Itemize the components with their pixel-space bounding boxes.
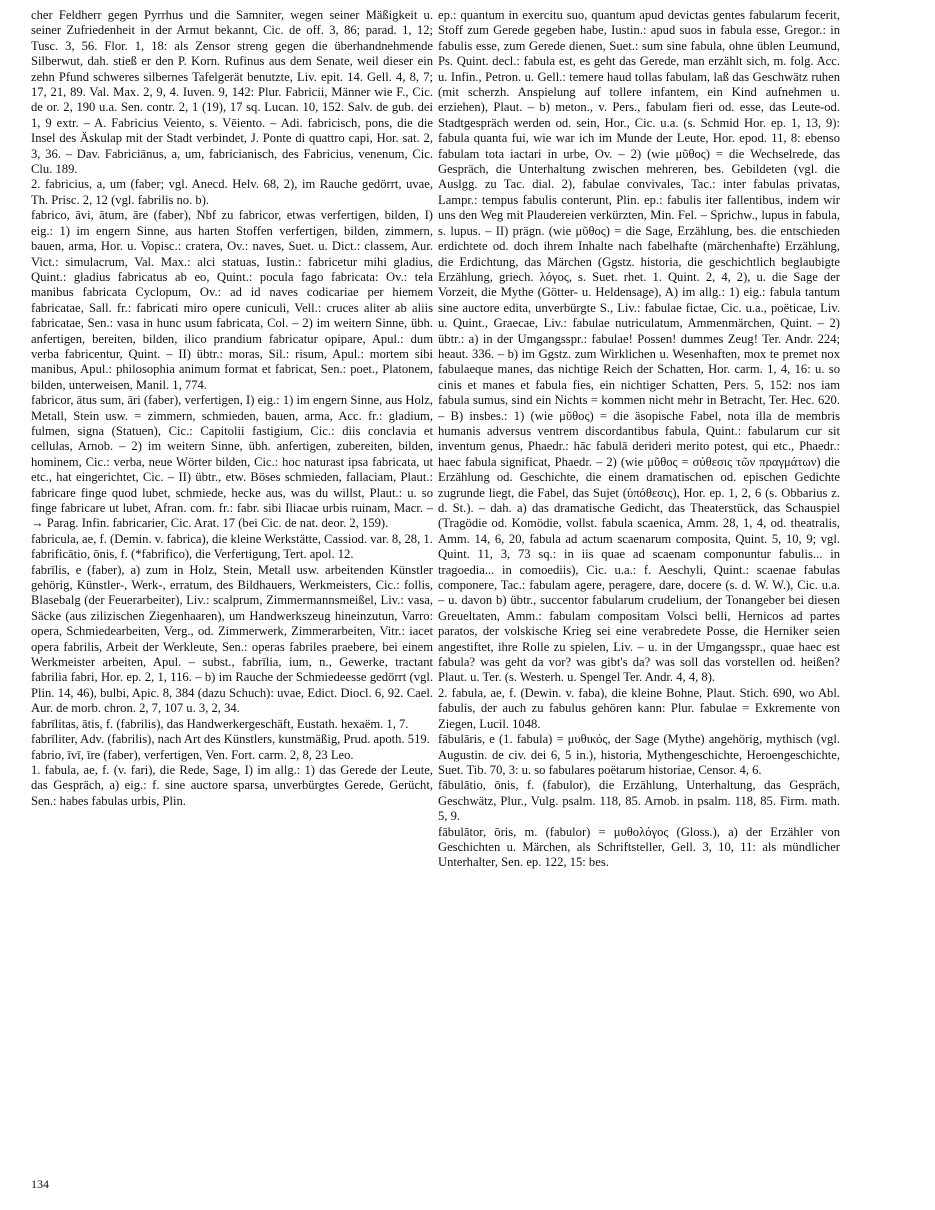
entry-fabrilitas: fabrīlitas, ātis, f. (fabrilis), das Handwerkergeschäft, Eustath. hexaëm. 1, 7. [31,716,409,731]
entry-fabulator: fābulātor, ōris, m. (fabulor) = μυθολόγος (Gloss.), a) der Erzähler von Geschichten u. Märchen, als Schriftsteller, Gell. 3, 10, 11: als mündlicher Unterhalter, Sen. ep. 122, 15: bes. [438,824,840,870]
entry-fabriliter: fabrīliter, Adv. (fabrilis), nach Art des Künstlers, kunstmäßig, Prud. apoth. 519. [31,732,430,747]
entry-1-fabula: 1. fabula, ae, f. (v. fari), die Rede, Sage, I) im allg.: 1) das Gerede der Leute, das Gespräch, a) eig.: f. sine auctore sparsa, unverbürgtes Gerede, Gerücht, Sen.: habes fabulas urbis, Plin. [31,762,433,808]
entry-fabrico: fabrico, āvi, ātum, āre (faber), Nbf zu fabricor, etwas verfertigen, bilden, I) eig.: 1) im engern Sinne, aus harten Stoffen verfertigen, bilden, zimmern, bauen, arma, Hor. u. Vopisc.: cratera, Ov.: naves, Suet. u. Dict.: classem, Aur. Vict.: simulacrum, Val. Max.: alci statuas, Iustin.: fabricetur mihi gladius, Quint.: gladius fabricatus ab eo, Quint.: pocula fago fabricata: Ov.: tela manibus fabricata Cyclopum, Ov.: ad id naves codicariae per hiemem fabricatae, Sall. fr.: fabricati miro opere cuniculi, Vell.: cruces aliter ab aliis fabricatae, Sen.: vasa in hunc usum fabricata, Col. – 2) im weitern Sinne, übh. anfertigen, bereiten, bilden, ilico prandium fabricatur opipare, Apul.: dum verba fabricentur, Quint. – II) übtr.: moras, Sil.: risum, Apul.: mortem sibi manibus, Apul.: philosophia animum format et fabricat, Sen.: poet., Platonem, bilden, unterweisen, Manil. 1, 774. [31,208,433,392]
entry-fabulatio: fābulātio, ōnis, f. (fabulor), die Erzählung, Unterhaltung, das Gespräch, Geschwätz, Plur., Vulg. psalm. 118, 85. Arnob. in psalm. 118, 85. Firm. math. 5, 9. [438,778,840,824]
entry-fabularis: fābulāris, e (1. fabula) = μυθικός, der Sage (Mythe) angehörig, mythisch (vgl. Augustin. de civ. dei 6, 5 in.), historia, Mythengeschichte, Heroengeschichte, Suet. Tib. 70, 3: u. so fabulares poëtarum historiae, Censor. 4, 6. [438,732,840,777]
entry-2-fabricius: 2. fabricius, a, um (faber; vgl. Anecd. Helv. 68, 2), im Rauche gedörrt, uvae, Th. Prisc. 2, 12 (vgl. fabrilis no. b). [31,177,433,207]
right-column [438,8,840,1178]
entry-fabricor: fabricor, ātus sum, āri (faber), verfertigen, I) eig.: 1) im engern Sinne, aus Holz, Metall, Stein usw. = zimmern, schmieden, bauen, arma, Acc. fr.: gladium, fulmen, signa (Statuen), Cic.: Capitolii fastigium, Cic.: diis conclavia et cellulas, Arnob. – 2) im weitern Sinne, übh. anfertigen, zubereiten, bilden, hominem, Cic.: verba, neue Wörter bilden, Cic.: hoc naturast ipsa fabricata, ut etc., hat eingerichtet, Cic. – II) übtr., etw. Böses schmieden, fallaciam, Plaut.: fabricare finge quod lubet, schmiede, hecke aus, was du willst, Plaut.: u. so finge fabricare ut lubet, Afran. com. fr.: fabr. sibi Iliacae urbis ruinam, Macr. – → Parag. Infin. fabricarier, Cic. Arat. 17 (bei Cic. de nat. deor. 2, 159). [31,393,433,531]
page-number: 134 [31,1177,49,1191]
entry-fabricius-cont: cher Feldherr gegen Pyrrhus und die Samniter, wegen seiner Mäßigkeit u. seiner Zufriedenheit in der Armut bekannt, Cic. de off. 3, 86; parad. 1, 12; Tusc. 3, 56. Flor. 1, 18: als Zensor streng gegen die überhandnehmende Silberwut, dah. stieß er den P. Korn. Rufinus aus dem Senate, weil dieser ein zehn Pfund schweres silbernes Tafelgerät benutzte, Liv. epit. 14. Gell. 4, 8, 7; 17, 21, 89. Val. Max. 2, 9, 4. Iuven. 9, 142: Plur. Fabricii, Männer wie F., Cic. de or. 2, 190 u.a. Sen. contr. 2, 1 (19), 17 sq. Lucan. 10, 152. Salv. de gub. dei 1, 9 extr. – A. Fabricius Veiento, s. Vēiento. – Adi. fabricisch, pons, die die Insel des Äskulap mit der Stadt verbindet, J. Ponte di quattro capi, Hor. sat. 2, 3, 36. – Dav. Fabriciānus, a, um, fabricianisch, des Fabricius, venenum, Cic. Clu. 189. [31,8,433,177]
entry-fabrilis: fabrīlis, e (faber), a) zum in Holz, Stein, Metall usw. arbeitenden Künstler gehörig, Künstler-, Werk-, erratum, des Bildhauers, Werkmeisters, Cic.: follis, Blasebalg (der Feuerarbeiter), Liv.: scalprum, Zimmermannsmeißel, Liv.: vasa, Säcke (aus zilizischen Ziegenhaaren), um Handwerkszeug hineinzutun, Varro: opera, Schmiedearbeiten, Verg., od. Zimmerwerk, Zimmerarbeiten, Vitr.: iacet opera fabrilis, Arbeit der Werkleute, Sen.: operas fabriles praebere, bei einem Werkmeister arbeiten, Apul. – subst., fabrīlia, ium, n., Gewerke, tractant fabrilia fabri, Hor. ep. 2, 1, 116. – b) im Rauche der Schmiedeesse gedörrt (vgl. Plin. 14, 46), bulbi, Apic. 8, 384 (dazu Schuch): uvae, Edict. Diocl. 6, 92. Cael. Aur. de morb. chron. 2, 7, 107 u. 3, 2, 34. [31,562,433,716]
entry-2-fabula: 2. fabula, ae, f. (Dewin. v. faba), die kleine Bohne, Plaut. Stich. 690, wo Abl. fabulis, der auch zu fabulus gehören kann: Plur. fabulae = Exkremente von Ziegen, Lucil. 1048. [438,685,840,731]
left-column [31,8,433,1178]
entry-fabrificatio: fabrificātio, ōnis, f. (*fabrifico), die Verfertigung, Tert. apol. 12. [31,547,354,562]
entry-fabricula: fabricula, ae, f. (Demin. v. fabrica), die kleine Werkstätte, Cassiod. var. 8, 28, 1. [31,531,433,546]
entry-1-fabula-cont: ep.: quantum in exercitu suo, quantum apud devictas gentes fabularum fecerit, Stoff zum Gerede gegeben habe, Iustin.: apud suos in fabula esse, Gregor.: in fabulis esse, zum Gerede dienen, Suet.: sum sine fabula, ohne üblen Leumund, Ps. Quint. decl.: fabula est, es geht das Gerede, man erzählt sich, m. folg. Acc. u. Infin., Petron. u. Gell.: temere haud tollas fabulam, laß das Geschwätz ruhen (mit scherzh. Anspielung auf tollere infantem, ein Kind aufnehmen u. erziehen), Plaut. – b) meton., v. Pers., fabulam fieri od. esse, das Leute-od. Stadtgespräch werden od. sein, Hor., Cic. u.a. (s. Schmid Hor. ep. 1, 13, 9): fabula quanta fui, wie war ich im Munde der Leute, Hor. epod. 11, 8: ebenso fabulam tota iactari in urbe, Ov. – 2) (wie μῦθος) = die Wechselrede, das Gespräch, die Unterhaltung zwischen mehreren, bes. Gebildeten (vgl. die Auslgg. zu Tac. dial. 2), fabulae convivales, Tac.: inter fabulas privatas, Lampr.: tempus fabulis conterunt, Plin. ep.: fabulis iter fallentibus, indem wir uns den Weg mit Plaudereien verkürzten, Min. Fel. – Sprichw., lupus in fabula, s. lupus. – II) prägn. (wie μῦθος) = die Sage, Erzählung, bes. die entschieden erdichtete od. doch ihrem Inhalte nach fabelhafte (märchenhafte) Erzählung, die Erdichtung, das Märchen (Ggstz. historia, die geschichtlich beglaubigte Erzählung, griech. λόγος, s. Suet. rhet. 1. Quint. 2, 4, 2), u. die Sage der Vorzeit, die Mythe (Götter- u. Heldensage), A) im allg.: 1) eig.: fabula tantum sine auctore edita, unverbürgte S., Liv.: fabulae fictae, Cic. u.a., poëticae, Liv. u. Quint., Graecae, Liv.: fabulae nutriculatum, Ammenmärchen, Quint. – 2) übtr.: a) in der Umgangsspr.: fabulae! Possen! dummes Zeug! Ter. Andr. 224; heaut. 336. – b) im Ggstz. zum Wirklichen u. Wesenhaften, mox te premet nox fabulaeque manes, das nichtige Reich der Schatten, Hor. carm. 1, 4, 16: u. so cinis et manes et fabula fies, ein nichtiger Schatten, Pers. 5, 152: nos iam fabula sumus, sind ein Nichts = kommen nicht mehr in Betracht, Ter. Hec. 620. – B) insbes.: 1) (wie μῦθος) = die äsopische Fabel, nota illa de membris humanis adversus ventrem discordantibus fabula, Quint.: fabularum cur sit inventum genus, Phaedr.: hāc fabulā derideri merito potest, qui etc., Phaedr.: haec fabula significat, Phaedr. – 2) (wie μῦθος = σύθεσις τῶν πραγμάτων) die Erzählung od. Geschichte, die einem dramatischen od. epischen Gedichte zugrunde liegt, die Fabel, das Sujet (ὑπόθεσις), Hor. ep. 1, 2, 6 (s. Obbarius z. d. St.). – dah. a) das dramatische Gedicht, das Theaterstück, das Schauspiel (Tragödie od. Komödie, vollst. fabula scaenica, Amm. 28, 1, 4, od. theatralis, Amm. 14, 6, 20, fabula ad actum scaenarum composita, Quint. 5, 10, 9; vgl. Quint. 11, 3, 73 sq.: in iis quae ad scaenam componuntur fabulis... in tragoedia... in comoediis), Cic. u.a.: f. Aeschyli, Quint.: scaenae fabulas componere, Tac.: fabulam agere, peragere, dare, docere (s. d. W. W.), Cic. u.a. – u. davon b) übtr., succentor fabularum crudelium, der Tonangeber bei diesen Greueltaten, Amm.: fabulam compositam Volsci belli, Hernicos ad partes paratos, der volskische Krieg sei eine verabredete Posse, die Herniker seien angestiftet, ihre Rolle zu spielen, Liv. – u. in der Umgangsspr., quae haec est fabula? was geht da vor? was gibt's da? was soll das vorstellen od. heißen? Plaut. u. Ter. (s. Westerh. u. Spengel Ter. Andr. 4, 4, 8). [438,8,840,685]
entry-fabrio: fabrio, īvī, īre (faber), verfertigen, Ven. Fort. carm. 2, 8, 23 Leo. [31,747,354,762]
